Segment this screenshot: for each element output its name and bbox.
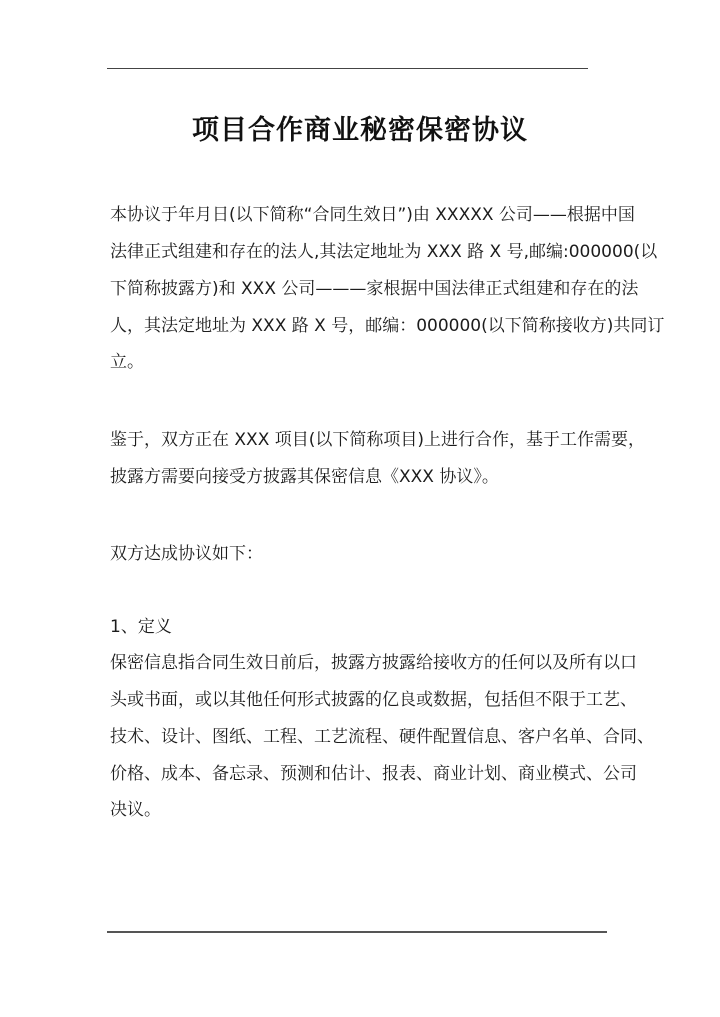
text-line: 法律正式组建和存在的法人,其法定地址为 XXX 路 X 号,邮编:000000(以	[110, 242, 658, 262]
header-rule	[107, 68, 588, 69]
footer-rule	[107, 931, 607, 933]
text-line: 鉴于，双方正在 XXX 项目(以下简称项目)上进行合作，基于工作需要，	[110, 430, 646, 450]
text-line: 人，其法定地址为 XXX 路 X 号，邮编：000000(以下简称接收方)共同订	[110, 316, 665, 336]
text-line: 价格、成本、备忘录、预测和估计、报表、商业计划、商业模式、公司	[110, 764, 637, 784]
section-heading: 1、定义	[110, 617, 172, 637]
text-line: 保密信息指合同生效日前后，披露方披露给接收方的任何以及所有以口	[110, 653, 637, 673]
document-title: 项目合作商业秘密保密协议	[192, 115, 528, 146]
text-line: 本协议于年月日(以下简称“合同生效日”)由 XXXXX 公司——根据中国	[110, 205, 635, 225]
text-line: 头或书面，或以其他任何形式披露的亿良或数据，包括但不限于工艺、	[110, 690, 637, 710]
text-line: 披露方需要向接受方披露其保密信息《XXX 协议》。	[110, 467, 499, 487]
text-line: 决议。	[110, 800, 161, 820]
text-line: 下简称披露方)和 XXX 公司———家根据中国法律正式组建和存在的法	[110, 279, 639, 299]
text-line: 立。	[110, 352, 144, 372]
text-line: 双方达成协议如下：	[110, 544, 263, 564]
text-line: 技术、设计、图纸、工程、工艺流程、硬件配置信息、客户名单、合同、	[110, 727, 654, 747]
